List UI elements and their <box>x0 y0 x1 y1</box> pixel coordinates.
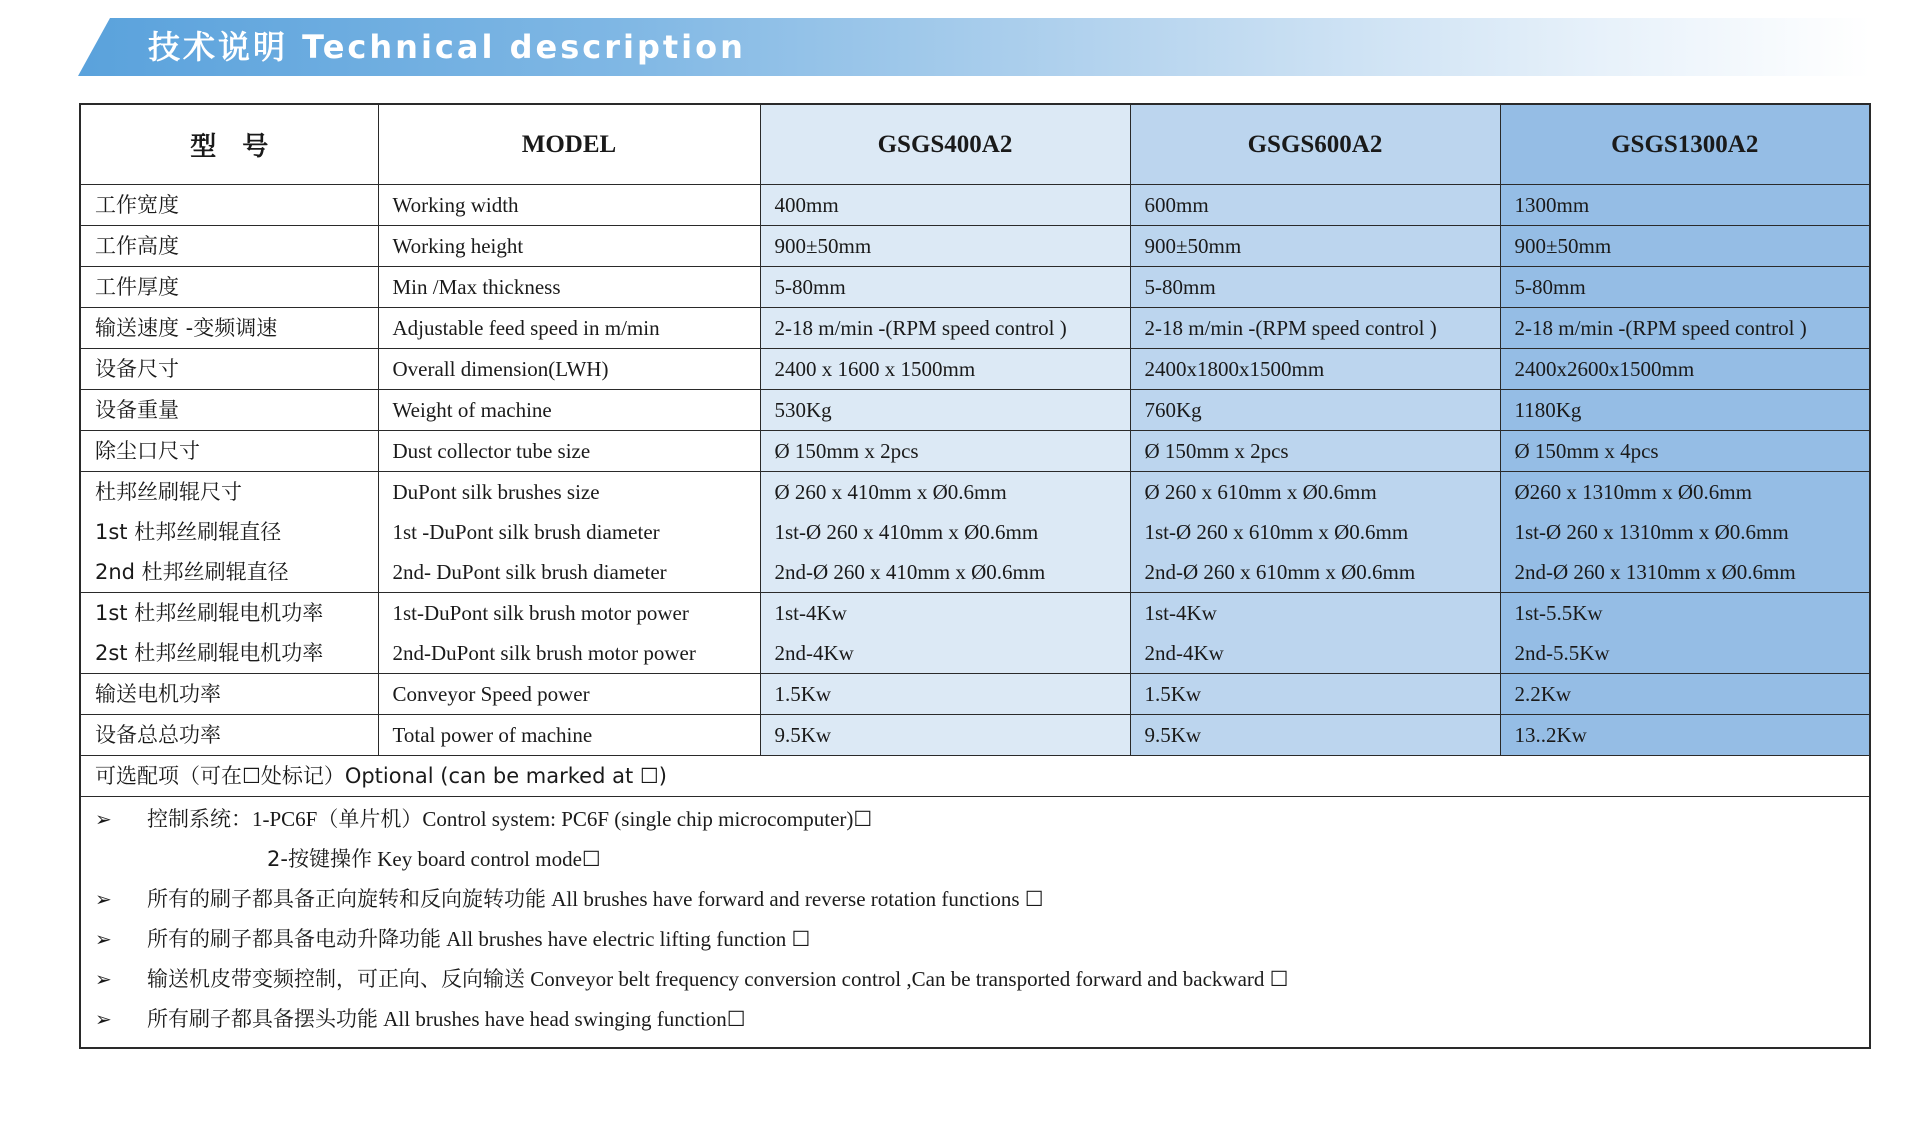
option-zh: 所有刷子都具备摆头功能 <box>147 1007 378 1031</box>
optional-notes-row <box>80 797 1870 1049</box>
value-gsgs400a2: 900±50mm <box>760 226 1130 267</box>
value-gsgs1300a2: 2-18 m/min -(RPM speed control ) <box>1500 308 1870 349</box>
value-gsgs600a2: 2-18 m/min -(RPM speed control ) <box>1130 308 1500 349</box>
value-gsgs1300a2: 1st-5.5Kw <box>1514 601 1603 625</box>
row-label-en: Weight of machine <box>378 390 760 431</box>
optional-notes <box>80 797 1870 1049</box>
spec-table <box>79 103 1871 1049</box>
value-gsgs1300a2: 2nd-5.5Kw <box>1514 641 1610 665</box>
value-gsgs400a2: 2-18 m/min -(RPM speed control ) <box>760 308 1130 349</box>
motor-gsgs600a2-cell <box>1130 593 1500 674</box>
table-row <box>80 674 1870 715</box>
header-row <box>80 104 1870 185</box>
row-label-zh: 输送电机功率 <box>80 674 378 715</box>
value-gsgs600a2: 600mm <box>1130 185 1500 226</box>
row-label-zh: 输送速度 -变频调速 <box>80 308 378 349</box>
option-control-system <box>81 799 1869 839</box>
option-head-swinging <box>81 999 1869 1039</box>
value-gsgs400a2: 530Kg <box>760 390 1130 431</box>
option-en: All brushes have forward and reverse rotation functions ☐ <box>546 887 1044 911</box>
table-row <box>80 226 1870 267</box>
value-gsgs600a2: Ø 150mm x 2pcs <box>1130 431 1500 472</box>
header-model: MODEL <box>378 104 760 185</box>
value-gsgs600a2: 9.5Kw <box>1130 715 1500 756</box>
option-zh: 输送机皮带变频控制，可正向、反向输送 <box>147 967 525 991</box>
option-zh: 2-按键操作 <box>267 847 372 871</box>
value-gsgs600a2: 5-80mm <box>1130 267 1500 308</box>
motor-label-zh-cell <box>80 593 378 674</box>
brush-label-en: DuPont silk brushes size <box>392 480 600 504</box>
value-gsgs1300a2: 2nd-Ø 260 x 1310mm x Ø0.6mm <box>1514 560 1796 584</box>
brush-label-en-cell <box>378 472 760 593</box>
option-en: All brushes have head swinging function☐ <box>378 1007 746 1031</box>
value-gsgs400a2: 1.5Kw <box>760 674 1130 715</box>
option-zh: 所有的刷子都具备正向旋转和反向旋转功能 <box>147 887 546 911</box>
motor-label-en: 2nd-DuPont silk brush motor power <box>392 641 696 665</box>
value-gsgs400a2: 2nd-Ø 260 x 410mm x Ø0.6mm <box>774 560 1046 584</box>
value-gsgs1300a2: 1300mm <box>1500 185 1870 226</box>
value-gsgs600a2: 2nd-Ø 260 x 610mm x Ø0.6mm <box>1144 560 1416 584</box>
value-gsgs600a2: 760Kg <box>1130 390 1500 431</box>
value-gsgs1300a2: 900±50mm <box>1500 226 1870 267</box>
brush-label-zh-cell <box>80 472 378 593</box>
motor-gsgs1300a2-cell <box>1500 593 1870 674</box>
motor-label-en: 1st-DuPont silk brush motor power <box>392 601 689 625</box>
value-gsgs600a2: 900±50mm <box>1130 226 1500 267</box>
value-gsgs600a2: 1.5Kw <box>1130 674 1500 715</box>
optional-title: 可选配项（可在☐处标记）Optional (can be marked at ☐) <box>80 756 1870 797</box>
row-label-en: Conveyor Speed power <box>378 674 760 715</box>
table-row <box>80 715 1870 756</box>
row-label-zh: 除尘口尺寸 <box>80 431 378 472</box>
value-gsgs400a2: 2nd-4Kw <box>774 641 854 665</box>
motor-label-en-cell <box>378 593 760 674</box>
value-gsgs1300a2: 5-80mm <box>1500 267 1870 308</box>
header-gsgs400a2: GSGS400A2 <box>760 104 1130 185</box>
table-row <box>80 390 1870 431</box>
optional-title-row <box>80 756 1870 797</box>
bullet-arrow-icon: ➢ <box>95 1007 112 1031</box>
value-gsgs1300a2: 2.2Kw <box>1500 674 1870 715</box>
brush-gsgs600a2-cell <box>1130 472 1500 593</box>
option-en: Key board control mode☐ <box>371 847 601 871</box>
row-label-en: Total power of machine <box>378 715 760 756</box>
table-row <box>80 267 1870 308</box>
value-gsgs400a2: Ø 260 x 410mm x Ø0.6mm <box>774 480 1007 504</box>
row-label-zh: 设备尺寸 <box>80 349 378 390</box>
value-gsgs400a2: Ø 150mm x 2pcs <box>760 431 1130 472</box>
value-gsgs400a2: 1st-4Kw <box>774 601 847 625</box>
option-zh: 所有的刷子都具备电动升降功能 <box>147 927 441 951</box>
row-label-zh: 工件厚度 <box>80 267 378 308</box>
value-gsgs1300a2: Ø260 x 1310mm x Ø0.6mm <box>1514 480 1752 504</box>
option-en: All brushes have electric lifting function ☐ <box>441 927 811 951</box>
brush-label-en: 2nd- DuPont silk brush diameter <box>392 560 667 584</box>
row-label-en: Adjustable feed speed in m/min <box>378 308 760 349</box>
table-row <box>80 308 1870 349</box>
brush-label-zh: 1st 杜邦丝刷辊直径 <box>95 520 282 544</box>
value-gsgs1300a2: 1180Kg <box>1500 390 1870 431</box>
value-gsgs400a2: 2400 x 1600 x 1500mm <box>760 349 1130 390</box>
brush-label-zh: 2nd 杜邦丝刷辊直径 <box>95 560 289 584</box>
row-label-zh: 工作宽度 <box>80 185 378 226</box>
bullet-arrow-icon: ➢ <box>95 887 112 911</box>
value-gsgs400a2: 1st-Ø 260 x 410mm x Ø0.6mm <box>774 520 1039 544</box>
row-label-zh: 设备总总功率 <box>80 715 378 756</box>
option-en: Conveyor belt frequency conversion control ,Can be transported forward and backward ☐ <box>525 967 1289 991</box>
row-label-en: Dust collector tube size <box>378 431 760 472</box>
brush-size-row <box>80 472 1870 593</box>
value-gsgs600a2: 1st-Ø 260 x 610mm x Ø0.6mm <box>1144 520 1409 544</box>
brush-label-en: 1st -DuPont silk brush diameter <box>392 520 660 544</box>
bullet-arrow-icon: ➢ <box>95 807 112 831</box>
bullet-arrow-icon: ➢ <box>95 927 112 951</box>
value-gsgs1300a2: 2400x2600x1500mm <box>1500 349 1870 390</box>
brush-gsgs400a2-cell <box>760 472 1130 593</box>
table-row <box>80 185 1870 226</box>
brush-motor-row <box>80 593 1870 674</box>
option-conveyor-belt <box>81 959 1869 999</box>
option-zh: 控制系统： <box>147 807 252 831</box>
value-gsgs1300a2: 1st-Ø 260 x 1310mm x Ø0.6mm <box>1514 520 1789 544</box>
value-gsgs400a2: 9.5Kw <box>760 715 1130 756</box>
value-gsgs400a2: 400mm <box>760 185 1130 226</box>
option-en: 1-PC6F（单片机）Control system: PC6F (single chip microcomputer)☐ <box>252 807 873 831</box>
row-label-zh: 工作高度 <box>80 226 378 267</box>
header-type-zh: 型 号 <box>80 104 378 185</box>
value-gsgs600a2: 2nd-4Kw <box>1144 641 1224 665</box>
table-row <box>80 349 1870 390</box>
row-label-en: Min /Max thickness <box>378 267 760 308</box>
value-gsgs1300a2: 13..2Kw <box>1500 715 1870 756</box>
option-keyboard-mode <box>81 839 1869 879</box>
value-gsgs600a2: 1st-4Kw <box>1144 601 1217 625</box>
header-gsgs600a2: GSGS600A2 <box>1130 104 1500 185</box>
value-gsgs400a2: 5-80mm <box>760 267 1130 308</box>
row-label-zh: 设备重量 <box>80 390 378 431</box>
row-label-en: Working width <box>378 185 760 226</box>
brush-gsgs1300a2-cell <box>1500 472 1870 593</box>
table-row <box>80 431 1870 472</box>
row-label-en: Overall dimension(LWH) <box>378 349 760 390</box>
header-gsgs1300a2: GSGS1300A2 <box>1500 104 1870 185</box>
bullet-arrow-icon: ➢ <box>95 967 112 991</box>
option-lifting <box>81 919 1869 959</box>
value-gsgs600a2: Ø 260 x 610mm x Ø0.6mm <box>1144 480 1377 504</box>
motor-label-zh: 1st 杜邦丝刷辊电机功率 <box>95 601 324 625</box>
brush-label-zh: 杜邦丝刷辊尺寸 <box>95 480 242 504</box>
value-gsgs1300a2: Ø 150mm x 4pcs <box>1500 431 1870 472</box>
motor-label-zh: 2st 杜邦丝刷辊电机功率 <box>95 641 324 665</box>
row-label-en: Working height <box>378 226 760 267</box>
section-title: 技术说明 Technical description <box>148 28 746 66</box>
value-gsgs600a2: 2400x1800x1500mm <box>1130 349 1500 390</box>
motor-gsgs400a2-cell <box>760 593 1130 674</box>
option-rotation <box>81 879 1869 919</box>
